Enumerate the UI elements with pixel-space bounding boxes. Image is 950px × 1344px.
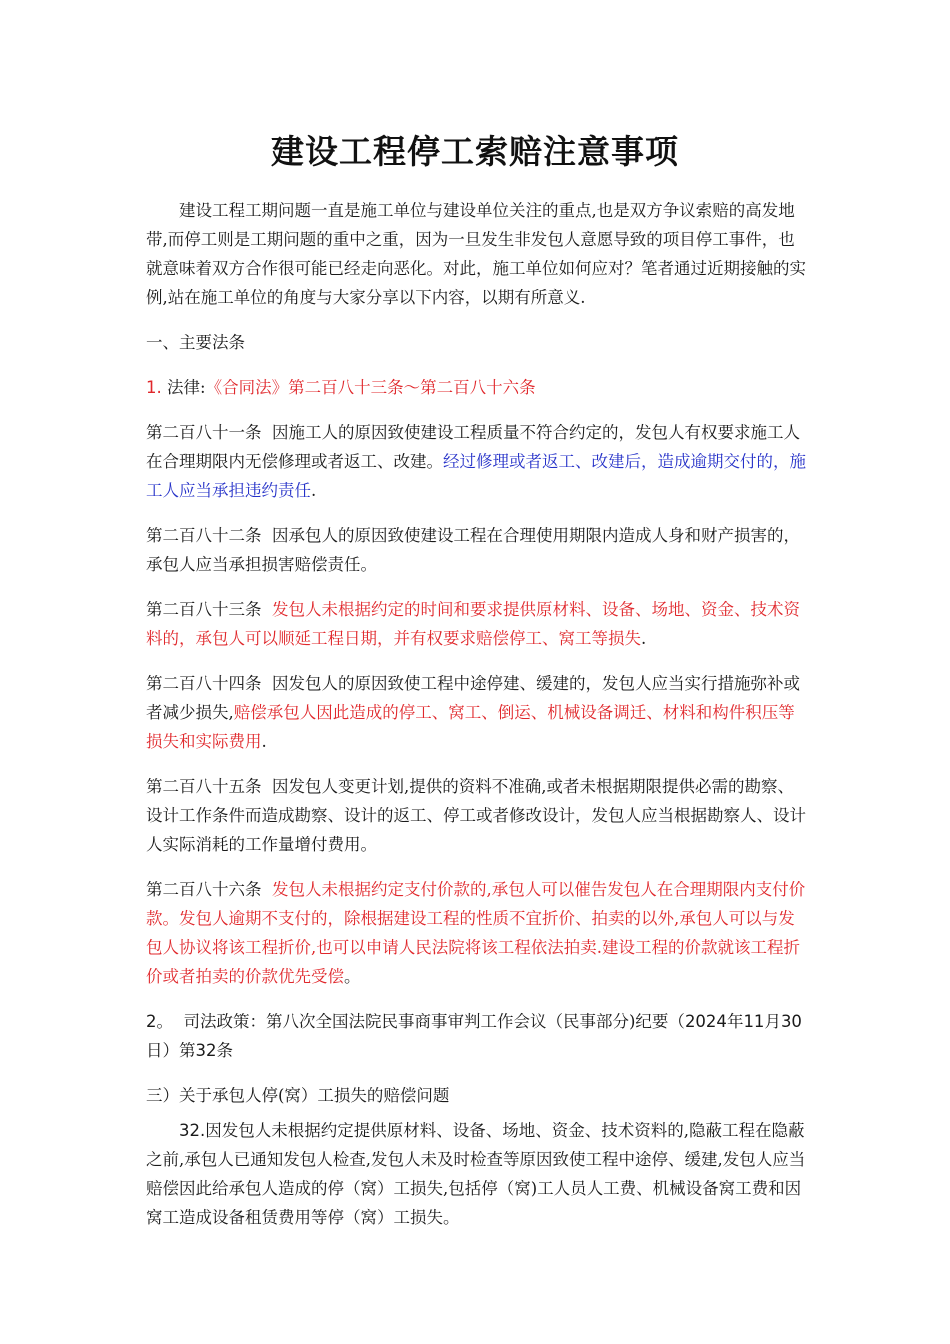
judicial-number: 2 — [146, 1012, 157, 1031]
article-286-end: 。 — [344, 967, 361, 986]
judicial-policy — [146, 1007, 809, 1065]
law-heading — [146, 373, 809, 402]
paragraph-32 — [146, 1116, 809, 1232]
article-284 — [146, 669, 809, 756]
document-body — [146, 196, 809, 1232]
article-286-highlight: 发包人未根据约定支付价款的,承包人可以催告发包人在合理期限内支付价款。发包人逾期不支付的，除根据建设工程的性质不宜折价、拍卖的以外,承包人可以与发包人协议将该工程折价,也可以申请人民法院将该工程依法拍卖.建设工程的价款就该工程折价或者拍卖的价款优先受偿 — [146, 880, 806, 986]
law-label: 法律: — [161, 378, 206, 397]
article-284-highlight: 赔偿承包人因此造成的停工、窝工、倒运、机械设备调迁、材料和构件积压等损失和实际费用 — [146, 703, 795, 751]
article-281 — [146, 418, 809, 505]
judicial-text: 司法政策：第八次全国法院民事商事审判工作会议（民事部分)纪要（ — [183, 1012, 685, 1031]
judicial-mark: 。 — [156, 1012, 173, 1031]
judicial-year: 2024 — [684, 1012, 727, 1031]
judicial-year-unit: 年 — [726, 1012, 744, 1031]
article-281-highlight: 经过修理或者返工、改建后，造成逾期交付的，施工人应当承担违约责任 — [146, 452, 806, 500]
article-286-head: 第二百八十六条 — [146, 880, 262, 899]
judicial-article-unit: 条 — [216, 1041, 233, 1060]
article-283 — [146, 595, 809, 653]
article-285 — [146, 772, 809, 859]
judicial-article-number: 32 — [195, 1041, 217, 1060]
article-286 — [146, 875, 809, 991]
paragraph-32-number: 32. — [179, 1121, 206, 1140]
judicial-day-unit: 日）第 — [146, 1041, 196, 1060]
article-283-highlight: 发包人未根据约定的时间和要求提供原材料、设备、场地、资金、技术资料的，承包人可以顺延工程日期，并有权要求赔偿停工、窝工等损失 — [146, 600, 800, 648]
law-number: 1. — [146, 378, 162, 397]
judicial-month: 11 — [743, 1012, 765, 1031]
article-281-head: 第二百八十一条 — [146, 423, 262, 442]
article-282-text: 因承包人的原因致使建设工程在合理使用期限内造成人身和财产损害的，承包人应当承担损害赔偿责任。 — [146, 526, 800, 574]
article-285-head: 第二百八十五条 — [146, 777, 262, 796]
article-284-text: 因发包人的原因致使工程中途停建、缓建的，发包人应当实行措施弥补或者减少损失, — [146, 674, 800, 722]
judicial-day: 30 — [780, 1012, 802, 1031]
section-heading-compensation: 三）关于承包人停(窝）工损失的赔偿问题 — [146, 1086, 450, 1105]
article-282 — [146, 521, 809, 579]
judicial-month-unit: 月 — [764, 1012, 781, 1031]
document-title: 建设工程停工索赔注意事项 — [271, 132, 679, 171]
article-281-text: 因施工人的原因致使建设工程质量不符合约定的，发包人有权要求施工人在合理期限内无偿修理或者返工、改建。 — [146, 423, 800, 471]
article-284-end: . — [261, 732, 267, 751]
article-283-end: . — [641, 629, 647, 648]
law-reference: 《合同法》第二百八十三条～第二百八十六条 — [205, 378, 536, 397]
article-284-head: 第二百八十四条 — [146, 674, 262, 693]
article-285-text: 因发包人变更计划,提供的资料不准确,或者未根据期限提供必需的勘察、设计工作条件而造成勘察、设计的返工、停工或者修改设计，发包人应当根据勘察人、设计人实际消耗的工作量增付费用。 — [146, 777, 806, 854]
article-281-end: . — [311, 481, 317, 500]
section-heading-main-law: 一、主要法条 — [146, 333, 245, 352]
article-282-head: 第二百八十二条 — [146, 526, 262, 545]
article-283-head: 第二百八十三条 — [146, 600, 262, 619]
paragraph-32-text: 因发包人未根据约定提供原材料、设备、场地、资金、技术资料的,隐蔽工程在隐蔽之前,承包人已通知发包人检查,发包人未及时检查等原因致使工程中途停、缓建,发包人应当赔偿因此给承包人造成的停（窝）工损失,包括停（窝)工人员人工费、机械设备窝工费和因窝工造成设备租赁费用等停（窝）工损失。 — [146, 1121, 806, 1227]
intro-paragraph: 建设工程工期问题一直是施工单位与建设单位关注的重点,也是双方争议索赔的高发地带,而停工则是工期问题的重中之重，因为一旦发生非发包人意愿导致的项目停工事件，也就意味着双方合作很可能已经走向恶化。对此，施工单位如何应对？笔者通过近期接触的实例,站在施工单位的角度与大家分享以下内容，以期有所意义. — [146, 201, 806, 307]
